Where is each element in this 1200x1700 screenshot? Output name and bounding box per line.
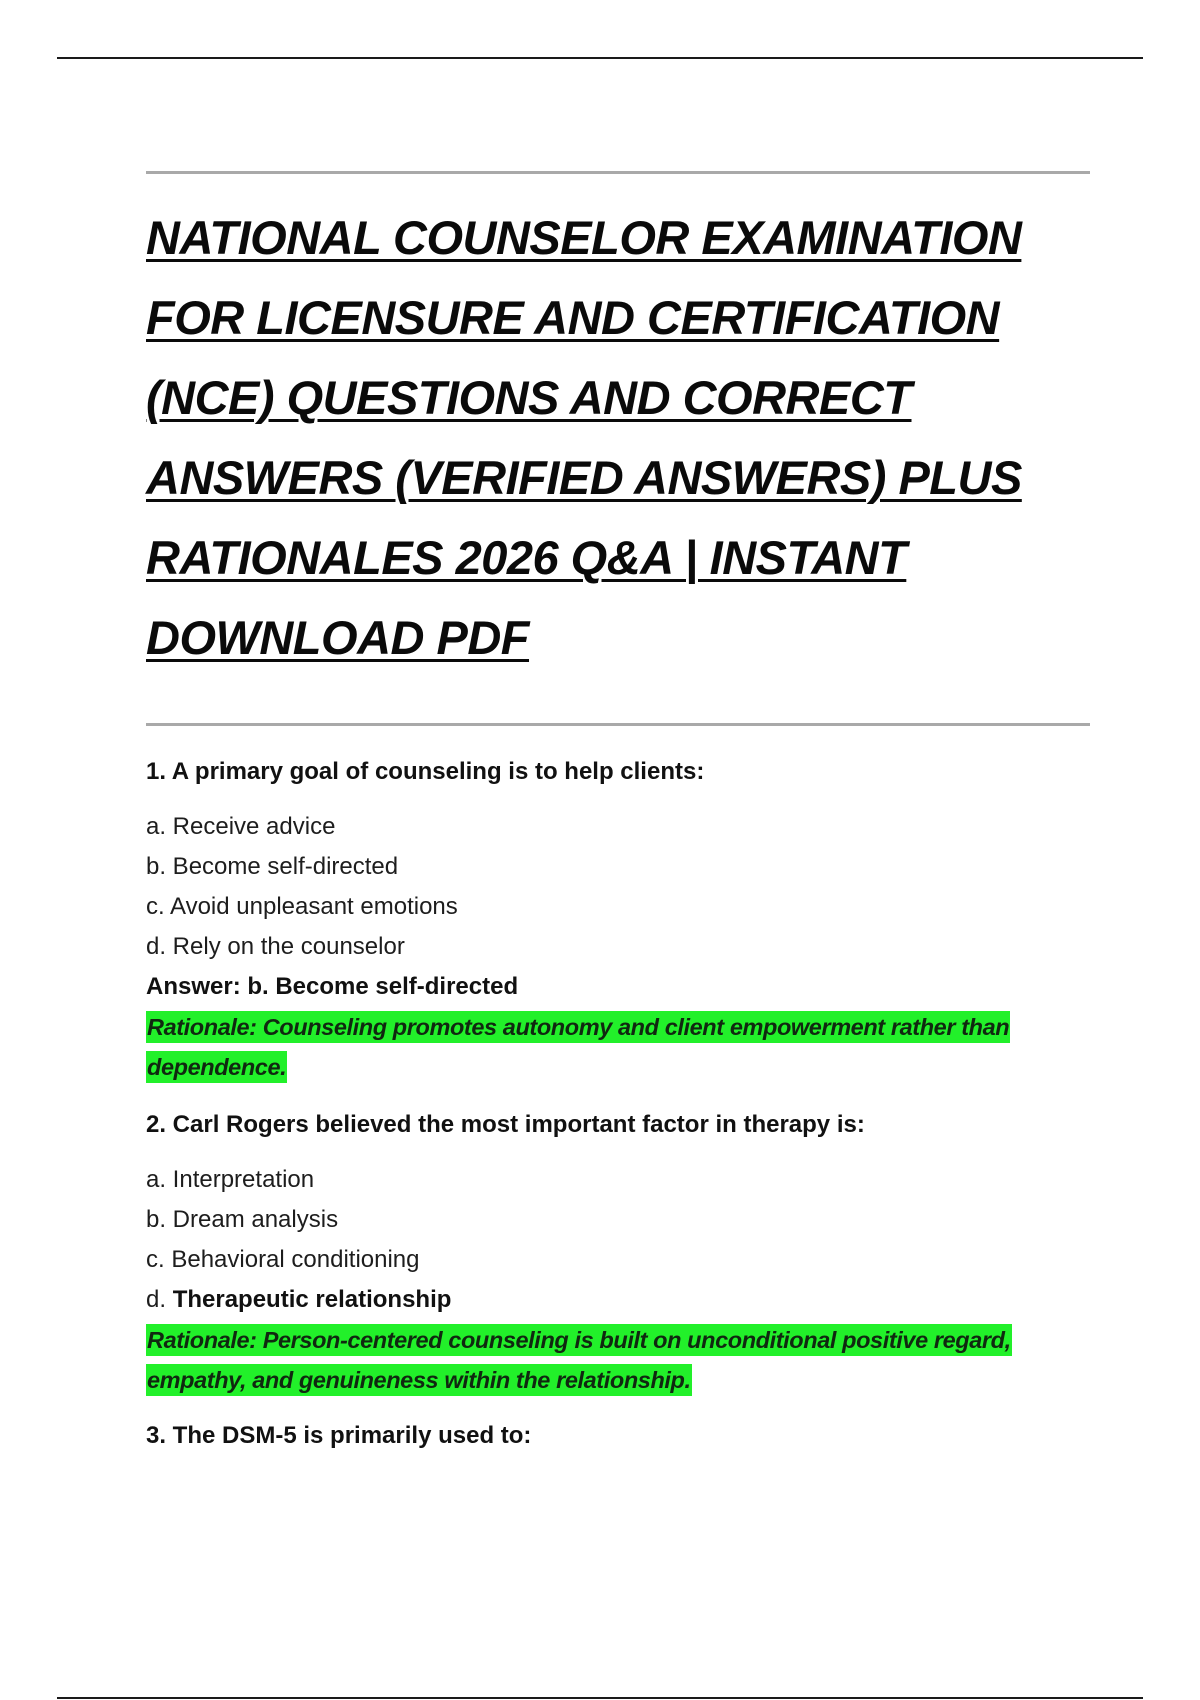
option-d xyxy=(146,1280,1090,1320)
question-text: 3. The DSM-5 is primarily used to: xyxy=(146,1422,532,1449)
page-top-border xyxy=(57,57,1143,59)
option-d-correct: Therapeutic relationship xyxy=(172,1286,452,1313)
title-separator-top xyxy=(146,171,1090,174)
question-text: 2. Carl Rogers believed the most important factor in therapy is: xyxy=(146,1111,865,1138)
title-separator-bottom xyxy=(146,723,1090,726)
title-line: NATIONAL COUNSELOR EXAMINATION xyxy=(146,211,1022,264)
question-block-1 xyxy=(146,754,1090,1087)
option-b: b. Dream analysis xyxy=(146,1206,339,1233)
rationale-text: Rationale: Counseling promotes autonomy and client empowerment rather than dependence. xyxy=(146,1011,1010,1083)
question-text: 1. A primary goal of counseling is to help clients: xyxy=(146,758,705,785)
option-b: b. Become self-directed xyxy=(146,853,399,880)
option-c: c. Avoid unpleasant emotions xyxy=(146,893,458,920)
question-block-3 xyxy=(146,1418,1090,1471)
title-line: ANSWERS (VERIFIED ANSWERS) PLUS xyxy=(146,451,1022,504)
rationale-text: Rationale: Person-centered counseling is built on unconditional positive regard, empathy, and genuineness within the relationship. xyxy=(146,1324,1012,1396)
title-line: DOWNLOAD PDF xyxy=(146,611,530,664)
rationale-highlight xyxy=(146,1007,1090,1087)
option-d-prefix: d. xyxy=(146,1286,167,1313)
rationale-highlight xyxy=(146,1320,1090,1400)
question-block-2 xyxy=(146,1107,1090,1400)
document-title xyxy=(146,198,1090,678)
option-a: a. Receive advice xyxy=(146,813,336,840)
option-c: c. Behavioral conditioning xyxy=(146,1246,420,1273)
option-a: a. Interpretation xyxy=(146,1166,315,1193)
page-bottom-border xyxy=(57,1697,1143,1699)
option-d: d. Rely on the counselor xyxy=(146,933,405,960)
title-line: (NCE) QUESTIONS AND CORRECT xyxy=(146,371,912,424)
title-line: FOR LICENSURE AND CERTIFICATION xyxy=(146,291,1000,344)
answer-text: Answer: b. Become self-directed xyxy=(146,973,519,1000)
title-line: RATIONALES 2026 Q&A | INSTANT xyxy=(146,531,907,584)
